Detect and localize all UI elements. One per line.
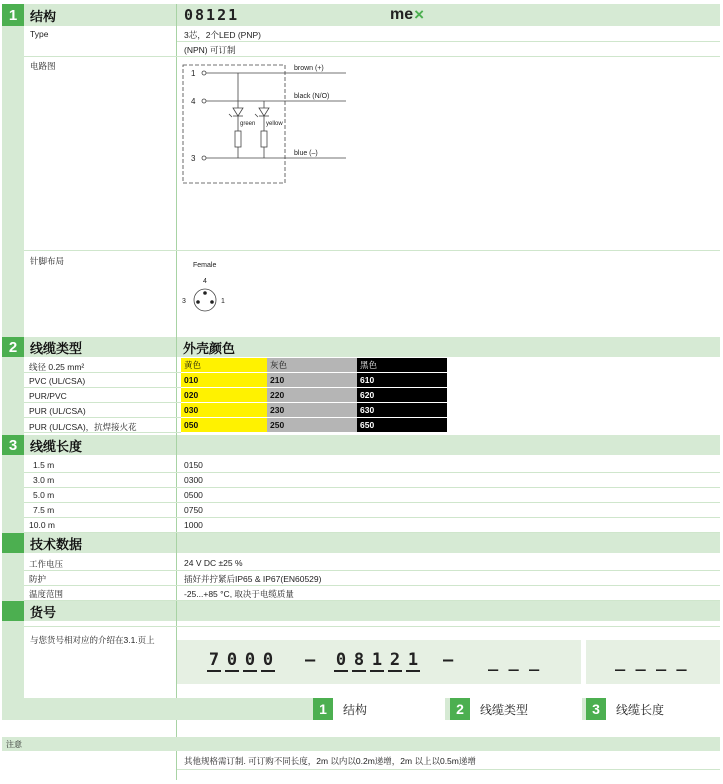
order-number-box bbox=[2, 601, 24, 621]
cable-length-code: 0500 bbox=[184, 490, 203, 500]
section-title-structure: 结构 bbox=[24, 4, 176, 26]
cable-length-label: 3.0 m bbox=[33, 475, 55, 485]
order-code-digit: 0 bbox=[335, 650, 347, 670]
type-label: Type bbox=[30, 29, 49, 39]
row-divider bbox=[24, 517, 720, 518]
order-intro: 与您货号相对应的介绍在3.1.页上 bbox=[30, 635, 155, 645]
tech-label: 防护 bbox=[29, 574, 47, 584]
cable-code-cell: 220 bbox=[267, 388, 357, 402]
section-title-tech-data: 技术数据 bbox=[24, 533, 176, 553]
section-title-cable-type: 线缆类型 bbox=[24, 337, 176, 357]
section-number-3: 3 bbox=[2, 435, 24, 455]
left-stripe bbox=[2, 26, 24, 698]
led-label-green: green bbox=[240, 121, 256, 127]
row-divider bbox=[24, 472, 720, 473]
row-divider bbox=[24, 372, 181, 373]
order-header-fill bbox=[177, 601, 720, 621]
cable-code-cell: 230 bbox=[267, 403, 357, 417]
row-divider bbox=[24, 532, 720, 533]
circuit-pin-3: 3 bbox=[191, 154, 196, 163]
pinout-diagram bbox=[180, 258, 240, 318]
housing-color-header: 黑色 bbox=[357, 358, 447, 372]
tech-label: 温度范围 bbox=[29, 589, 64, 599]
cable-length-label: 1.5 m bbox=[33, 460, 55, 470]
tech-value: 24 V DC ±25 % bbox=[184, 558, 243, 568]
row-divider bbox=[24, 387, 181, 388]
order-dash: – bbox=[443, 650, 454, 670]
circuit-pin-4: 4 bbox=[191, 97, 196, 106]
tech-number-box bbox=[2, 533, 24, 553]
wire-label-brown: brown (+) bbox=[294, 65, 324, 72]
order-code-digit: 2 bbox=[389, 650, 401, 670]
legend-label: 线缆类型 bbox=[480, 702, 529, 717]
note-text: 其他规格需订制. 可订购不同长度，2m 以内以0.2m递增，2m 以上以0.5m递增 bbox=[184, 756, 476, 766]
legend-number: 1 bbox=[313, 698, 333, 720]
cable-length-code: 0750 bbox=[184, 505, 203, 515]
order-code-digit: 8 bbox=[353, 650, 365, 670]
type-line-2: (NPN) 可订制 bbox=[184, 45, 236, 55]
circuit-label: 电路图 bbox=[30, 61, 56, 71]
type-line-1: 3芯，2个LED (PNP) bbox=[184, 30, 261, 40]
cable-type-label: PUR (UL/CSA) bbox=[29, 406, 86, 416]
tech-label: 工作电压 bbox=[29, 559, 64, 569]
order-cable-type-blank: _ _ _ bbox=[488, 652, 540, 672]
legend-number: 2 bbox=[450, 698, 470, 720]
note-title: 注意 bbox=[6, 740, 22, 749]
wire-label-black: black (N/O) bbox=[294, 93, 330, 100]
cable-length-code: 0150 bbox=[184, 460, 203, 470]
row-divider bbox=[24, 432, 181, 433]
housing-color-header: 黄色 bbox=[181, 358, 271, 372]
row-divider bbox=[24, 626, 720, 627]
product-code: 08121 bbox=[184, 6, 240, 24]
section-3-header-fill bbox=[177, 435, 720, 455]
housing-color-header: 灰色 bbox=[267, 358, 357, 372]
pinout-pin-1: 1 bbox=[221, 298, 225, 305]
cable-length-code: 1000 bbox=[184, 520, 203, 530]
row-divider bbox=[24, 502, 720, 503]
order-prefix-digit: 0 bbox=[244, 650, 256, 670]
circuit-pin-1: 1 bbox=[191, 69, 196, 78]
pin-layout-label: 针脚布局 bbox=[30, 256, 65, 266]
legend-label: 结构 bbox=[343, 702, 368, 717]
cable-length-label: 10.0 m bbox=[29, 520, 55, 530]
cable-code-cell: 210 bbox=[267, 373, 357, 387]
note-header-fill bbox=[2, 737, 720, 751]
cable-code-cell: 250 bbox=[267, 418, 357, 432]
cable-code-cell: 610 bbox=[357, 373, 447, 387]
cable-code-cell: 630 bbox=[357, 403, 447, 417]
cable-code-cell: 050 bbox=[181, 418, 271, 432]
cable-code-cell: 650 bbox=[357, 418, 447, 432]
cable-length-label: 5.0 m bbox=[33, 490, 55, 500]
tech-value: 插好并拧紧后IP65 & IP67(EN60529) bbox=[184, 574, 322, 584]
row-divider bbox=[24, 487, 720, 488]
cable-code-cell: 020 bbox=[181, 388, 271, 402]
section-number-1: 1 bbox=[2, 4, 24, 26]
cable-code-cell: 620 bbox=[357, 388, 447, 402]
order-code-digit: 1 bbox=[407, 650, 419, 670]
cable-type-label: PVC (UL/CSA) bbox=[29, 376, 86, 386]
order-code-digit: 1 bbox=[371, 650, 383, 670]
cable-type-label: PUR/PVC bbox=[29, 391, 67, 401]
pinout-pin-3: 3 bbox=[182, 298, 186, 305]
cable-code-cell: 010 bbox=[181, 373, 271, 387]
cable-length-label: 7.5 m bbox=[33, 505, 55, 515]
product-header bbox=[177, 4, 720, 26]
cable-type-label: PUR (UL/CSA)，抗焊接火花 bbox=[29, 422, 137, 432]
row-divider bbox=[177, 769, 720, 770]
cable-length-code: 0300 bbox=[184, 475, 203, 485]
section-title-cable-length: 线缆长度 bbox=[24, 435, 176, 455]
brand-logo bbox=[390, 5, 424, 25]
order-prefix-digit: 7 bbox=[208, 650, 220, 670]
wire-label-blue: blue (–) bbox=[294, 150, 318, 157]
tech-header-fill bbox=[177, 533, 720, 553]
brand-logo-text: me bbox=[390, 6, 414, 23]
order-dash: – bbox=[305, 650, 316, 670]
row-divider bbox=[24, 570, 720, 571]
order-length-blank: _ _ _ _ bbox=[615, 652, 687, 672]
legend-label: 线缆长度 bbox=[616, 702, 665, 717]
led-label-yellow: yellow bbox=[266, 121, 283, 127]
legend-number: 3 bbox=[586, 698, 606, 720]
row-divider bbox=[24, 417, 181, 418]
row-divider bbox=[24, 402, 181, 403]
pinout-title: Female bbox=[193, 262, 217, 269]
circuit-diagram bbox=[180, 60, 360, 190]
tech-value: -25...+85 °C, 取决于电缆质量 bbox=[184, 589, 294, 599]
row-divider bbox=[177, 41, 720, 42]
row-divider bbox=[24, 585, 720, 586]
pinout-pin-4: 4 bbox=[203, 278, 207, 285]
row-divider bbox=[24, 56, 720, 57]
order-prefix-digit: 0 bbox=[226, 650, 238, 670]
section-title-order-number: 货号 bbox=[24, 601, 176, 621]
cable-type-label: 线径 0.25 mm² bbox=[29, 362, 85, 372]
brand-logo-icon: × bbox=[414, 5, 425, 24]
section-number-2: 2 bbox=[2, 337, 24, 357]
housing-color-title: 外壳颜色 bbox=[177, 337, 720, 357]
row-divider bbox=[24, 600, 720, 601]
row-divider bbox=[24, 250, 720, 251]
order-prefix-digit: 0 bbox=[262, 650, 274, 670]
cable-code-cell: 030 bbox=[181, 403, 271, 417]
